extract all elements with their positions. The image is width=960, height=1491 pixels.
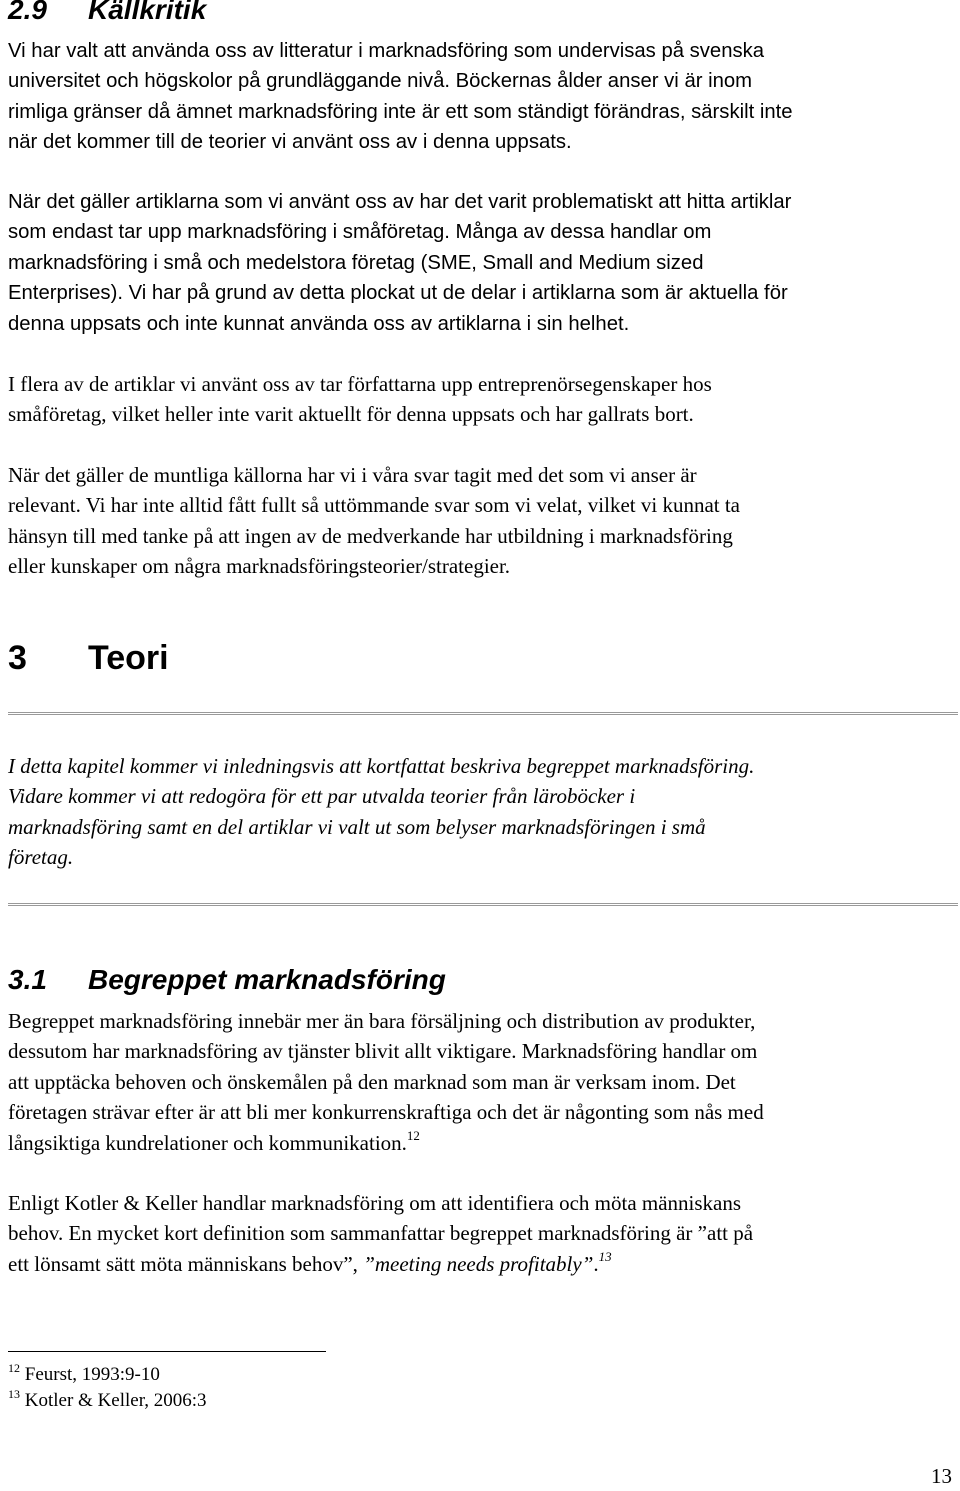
text-line: marknadsföring i små och medelstora företag (SME, Small and Medium sized [8, 251, 704, 274]
text-span: . [593, 1251, 599, 1276]
text-line: när det kommer till de teorier vi använt oss av i denna uppsats. [8, 131, 572, 154]
paragraph-kallkritik-2 [8, 187, 960, 339]
text-line: behov. En mycket kort definition som sammanfattar begreppet marknadsföring är ”att på [8, 1221, 754, 1246]
paragraph-kallkritik-3 [8, 369, 960, 430]
text-line: I detta kapitel kommer vi inledningsvis att kortfattat beskriva begreppet marknadsföring. [8, 754, 755, 778]
english-quote: ”meeting needs profitably” [363, 1251, 594, 1276]
footnote-12 [8, 1361, 160, 1386]
divider [8, 903, 958, 906]
footnote-text: Kotler & Keller, 2006:3 [20, 1390, 207, 1411]
text-line: Vidare kommer vi att redogöra för ett par utvalda teorier från läroböcker i [8, 784, 636, 809]
text-line: eller kunskaper om några marknadsföringsteorier/strategier. [8, 554, 511, 579]
footnote-mark: 12 [8, 1361, 20, 1375]
text-line: När det gäller de muntliga källorna har vi i våra svar tagit med det som vi anser är [8, 463, 697, 487]
footnote-ref[interactable]: 12 [406, 1127, 420, 1143]
text-line: Enligt Kotler & Keller handlar marknadsföring om att identifiera och möta människans [8, 1191, 742, 1215]
text-line: företagen strävar efter är att bli mer konkurrenskraftiga och det är någonting som nås med [8, 1100, 764, 1125]
footnote-text: Feurst, 1993:9-10 [20, 1364, 160, 1385]
section-heading-3-1 [8, 964, 446, 996]
footnote-separator [8, 1351, 326, 1352]
text-line: I flera av de artiklar vi använt oss av tar författarna upp entreprenörsegenskaper hos [8, 372, 712, 396]
text-line [8, 1128, 960, 1158]
text-line: Vi har valt att använda oss av litteratur i marknadsföring som undervisas på svenska [8, 40, 765, 62]
text-line: denna uppsats och inte kunnat använda oss av artiklarna i sin helhet. [8, 312, 630, 335]
footnote-13 [8, 1387, 207, 1412]
text-line: hänsyn till med tanke på att ingen av de medverkande har utbildning i marknadsföring [8, 523, 733, 548]
chapter-number: 3 [8, 639, 27, 677]
section-number: 3.1 [8, 964, 47, 995]
page-number: 13 [931, 1464, 952, 1488]
text-span: ett lönsamt sätt möta människans behov”, [8, 1251, 364, 1276]
text-span: långsiktiga kundrelationer och kommunikation. [8, 1130, 407, 1155]
chapter-heading-3 [8, 638, 169, 678]
section-title: Källkritik [88, 0, 207, 25]
text-line: rimliga gränser då ämnet marknadsföring inte är ett som ständigt förändras, särskilt inte [8, 100, 793, 123]
text-line: småföretag, vilket heller inte varit aktuellt för denna uppsats och har gallrats bort. [8, 402, 694, 427]
text-line: att upptäcka behoven och önskemålen på den marknad som man är verksam inom. Det [8, 1069, 736, 1094]
chapter-title: Teori [88, 639, 169, 677]
paragraph-begreppet-1 [8, 1006, 960, 1158]
paragraph-kallkritik-1 [8, 36, 960, 158]
text-line: Enterprises). Vi har på grund av detta plockat ut de delar i artiklarna som är aktuella för [8, 282, 788, 305]
chapter-intro [8, 751, 960, 873]
section-number: 2.9 [8, 0, 47, 25]
text-line: företag. [8, 845, 74, 870]
section-heading-2-9 [8, 0, 206, 26]
divider [8, 712, 958, 715]
text-line: marknadsföring samt en del artiklar vi valt ut som belyser marknadsföringen i små [8, 814, 706, 839]
footnote-ref[interactable]: 13 [598, 1248, 612, 1264]
section-title: Begreppet marknadsföring [88, 964, 446, 995]
footnote-mark: 13 [8, 1387, 20, 1401]
text-line: När det gäller artiklarna som vi använt oss av har det varit problematiskt att hitta artiklar [8, 191, 792, 213]
text-line: som endast tar upp marknadsföring i småföretag. Många av dessa handlar om [8, 221, 712, 244]
text-line: Begreppet marknadsföring innebär mer än bara försäljning och distribution av produkter, [8, 1009, 756, 1033]
paragraph-kallkritik-4 [8, 460, 960, 582]
text-line [8, 1249, 960, 1279]
text-line: dessutom har marknadsföring av tjänster blivit allt viktigare. Marknadsföring handlar om [8, 1039, 758, 1064]
text-line: relevant. Vi har inte alltid fått fullt så uttömmande svar som vi velat, vilket vi kunnat ta [8, 493, 741, 518]
paragraph-begreppet-2 [8, 1188, 960, 1279]
text-line: universitet och högskolor på grundläggande nivå. Böckernas ålder anser vi är inom [8, 70, 753, 93]
